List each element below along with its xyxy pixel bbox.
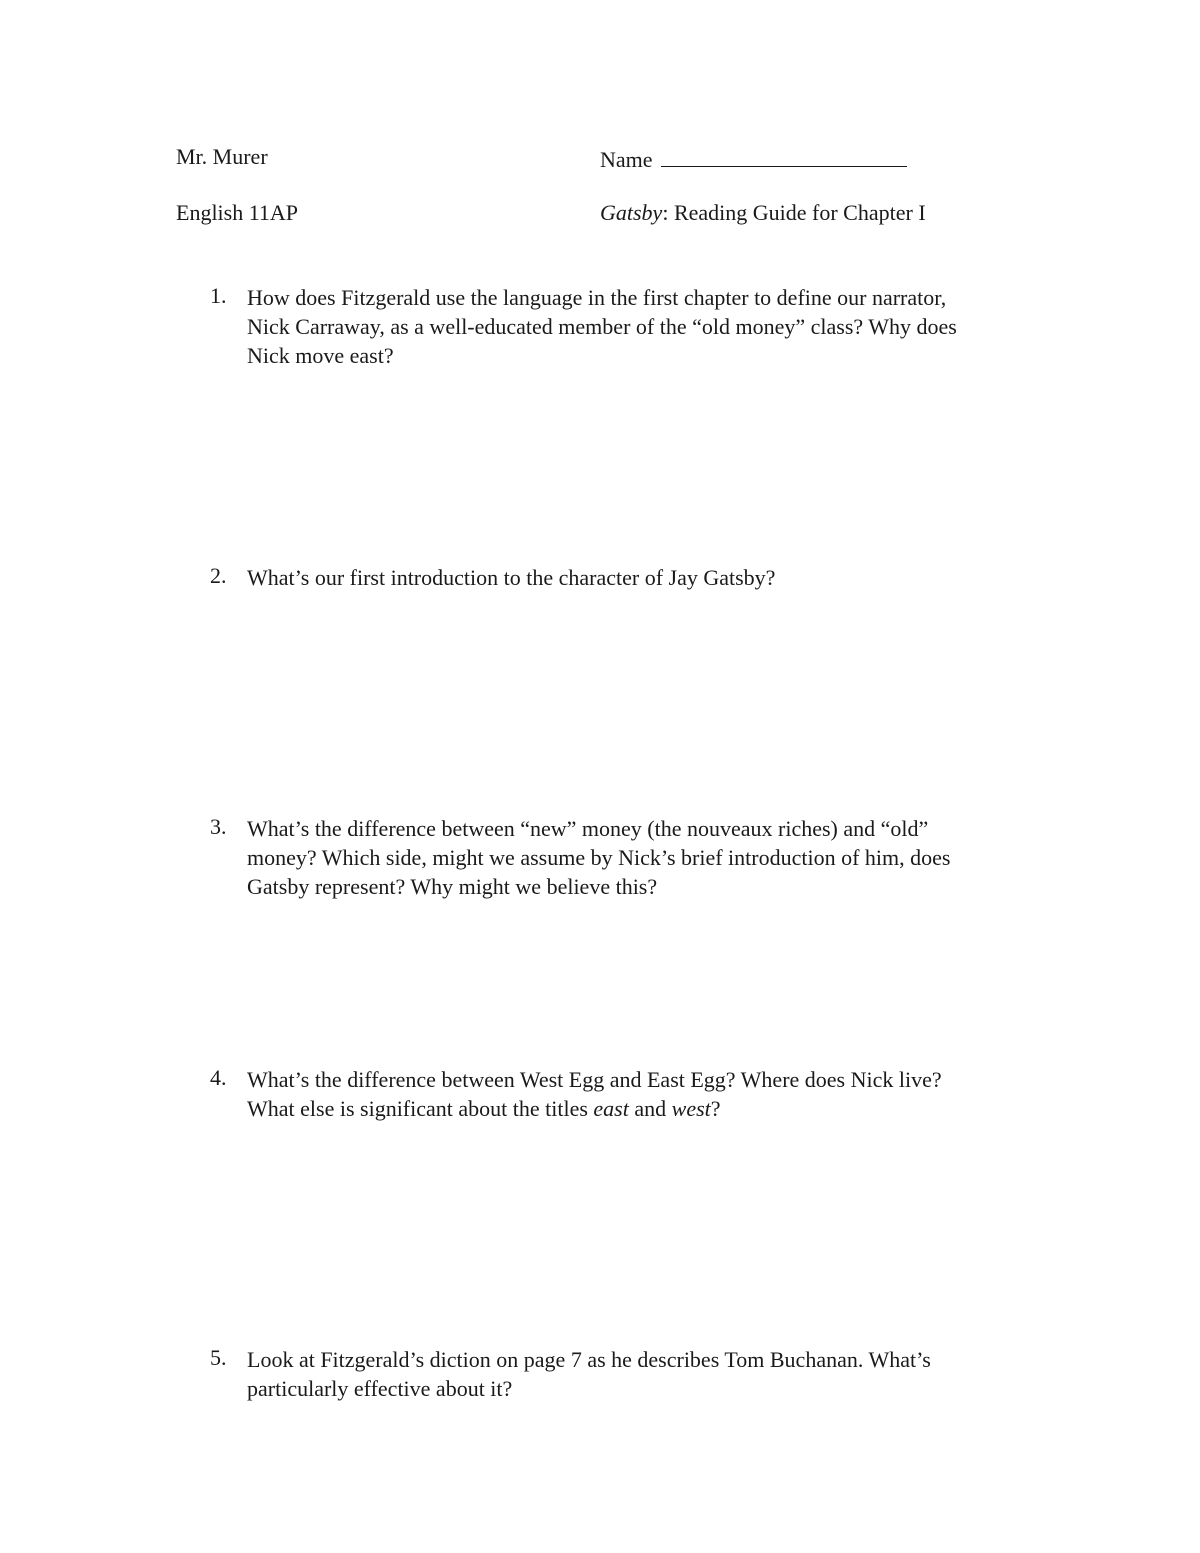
course-name: English 11AP — [176, 200, 299, 225]
question-line: What’s the difference between West Egg and East Egg? Where does Nick live? — [247, 1067, 942, 1092]
question-line: money? Which side, might we assume by Nick’s brief introduction of him, does — [247, 845, 951, 870]
name-blank-line[interactable] — [661, 144, 907, 167]
question-line: How does Fitzgerald use the language in the first chapter to define our narrator, — [247, 285, 947, 310]
question-line: Nick Carraway, as a well-educated member of the “old money” class? Why does — [247, 314, 957, 339]
question-text — [247, 814, 1037, 901]
question-number: 5. — [210, 1345, 227, 1370]
question-number: 4. — [210, 1065, 227, 1090]
question-line: What’s our first introduction to the character of Jay Gatsby? — [247, 565, 776, 590]
question-text — [247, 563, 1037, 592]
name-label: Name — [600, 147, 653, 172]
question-line: Look at Fitzgerald’s diction on page 7 as he describes Tom Buchanan. What’s — [247, 1347, 931, 1372]
line-text: ? — [710, 1096, 721, 1121]
header-row-2 — [0, 200, 1200, 230]
header-row-1 — [0, 144, 1200, 174]
guide-title-book: Gatsby — [600, 200, 663, 225]
student-name-field[interactable] — [600, 144, 907, 173]
question-number: 1. — [210, 283, 227, 308]
line-text: What else is significant about the titles — [247, 1096, 594, 1121]
question-line: Nick move east? — [247, 343, 394, 368]
guide-title-rest: : Reading Guide for Chapter I — [662, 200, 926, 225]
question-number: 3. — [210, 814, 227, 839]
guide-title — [600, 200, 926, 226]
question-text — [247, 283, 1037, 370]
emphasis-east: east — [593, 1096, 629, 1121]
question-number: 2. — [210, 563, 227, 588]
question-line: What’s the difference between “new” money (the nouveaux riches) and “old” — [247, 816, 929, 841]
question-text — [247, 1065, 1037, 1123]
question-line — [247, 1094, 1037, 1123]
question-line: Gatsby represent? Why might we believe this? — [247, 874, 658, 899]
question-text — [247, 1345, 1037, 1403]
question-line: particularly effective about it? — [247, 1376, 513, 1401]
line-text: and — [628, 1096, 672, 1121]
emphasis-west: west — [671, 1096, 711, 1121]
teacher-name: Mr. Murer — [176, 144, 268, 169]
